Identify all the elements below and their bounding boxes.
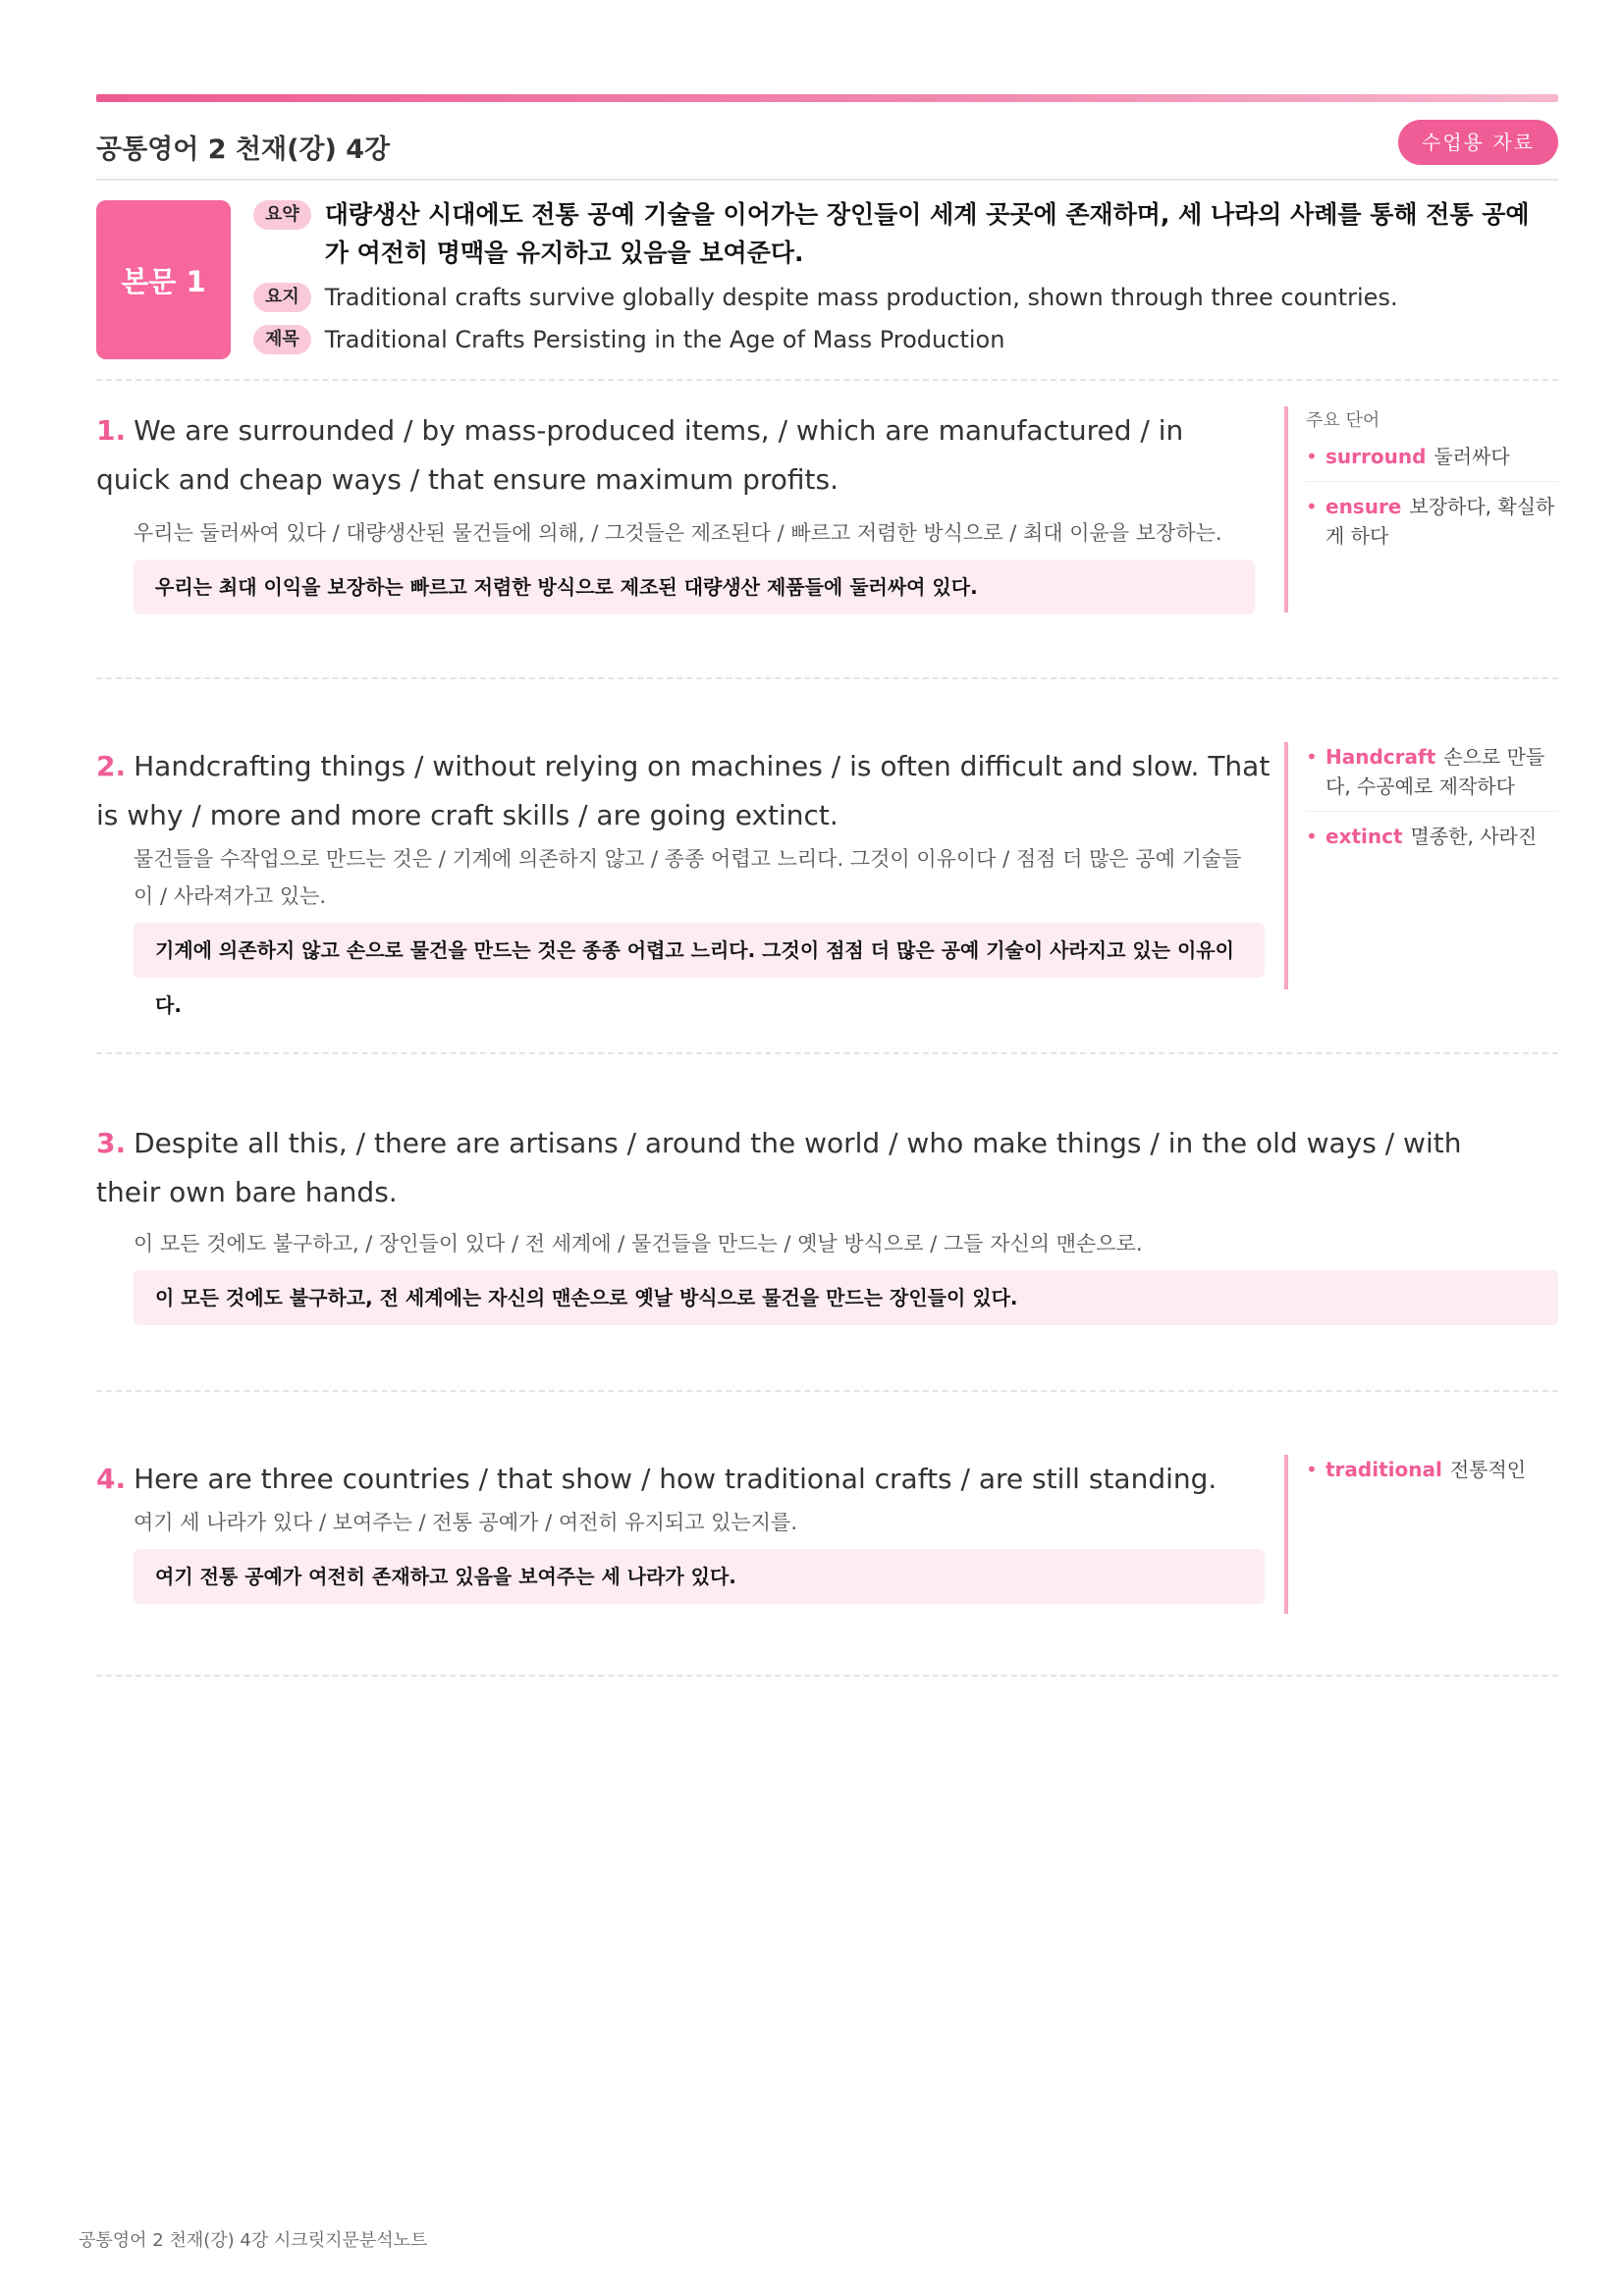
- vocab-meaning: 둘러싸다: [1434, 445, 1510, 468]
- vocab-item: [1306, 492, 1558, 561]
- title-pill: 제목: [253, 325, 311, 354]
- korean-chunk-translation: 우리는 둘러싸여 있다 / 대량생산된 물건들에 의해, / 그것들은 제조된다 / 빠르고 저렴한 방식으로 / 최대 이윤을 보장하는.: [134, 521, 1222, 545]
- title-text: Traditional Crafts Persisting in the Age of Mass Production: [324, 326, 1005, 353]
- vocab-panel-2: [1284, 742, 1558, 989]
- vocab-item: [1306, 1455, 1558, 1494]
- sentence-number: 3.: [96, 1127, 127, 1159]
- section-label: 본문 1: [96, 200, 231, 359]
- english-sentence: [96, 1455, 1274, 1504]
- vocab-meaning: 전통적인: [1449, 1458, 1527, 1481]
- section-divider: [96, 1390, 1558, 1392]
- vocab-panel-1: [1284, 406, 1558, 613]
- vocab-item: [1306, 742, 1558, 812]
- vocab-word: Handcraft: [1325, 745, 1436, 769]
- section-divider: [96, 677, 1558, 679]
- english-text: Handcrafting things / without relying on machines / is often difficult and slow. That is why / more and more craft skills / are going extinct.: [96, 750, 1271, 831]
- page-footer: 공통영어 2 천재(강) 4강 시크릿지문분석노트: [79, 2230, 428, 2251]
- vocab-word: traditional: [1325, 1458, 1442, 1481]
- vocab-word: ensure: [1325, 495, 1402, 518]
- vocab-item: [1306, 442, 1558, 482]
- english-text: Here are three countries / that show / how traditional crafts / are still standing.: [134, 1463, 1217, 1495]
- english-sentence: [96, 742, 1274, 840]
- english-sentence: [96, 1119, 1471, 1217]
- sentence-2: [96, 742, 1274, 1017]
- gist-pill: 요지: [253, 283, 311, 312]
- sentence-number: 4.: [96, 1463, 127, 1495]
- vocab-word: extinct: [1325, 825, 1403, 848]
- top-accent-bar: [96, 94, 1558, 102]
- korean-chunk-translation: 이 모든 것에도 불구하고, / 장인들이 있다 / 전 세계에 / 물건들을 만드는 / 옛날 방식으로 / 그들 자신의 맨손으로.: [134, 1232, 1143, 1255]
- korean-chunk-translation: 물건들을 수작업으로 만드는 것은 / 기계에 의존하지 않고 / 종종 어렵고 느리다. 그것이 이유이다 / 점점 더 많은 공예 기술들이 / 사라져가고 있는.: [134, 847, 1242, 908]
- summary-block: [96, 200, 1558, 359]
- vocab-word: surround: [1325, 445, 1427, 468]
- korean-full-translation: 여기 전통 공예가 여전히 존재하고 있음을 보여주는 세 나라가 있다.: [134, 1549, 1265, 1604]
- sentence-3: [96, 1119, 1558, 1325]
- page-header: [96, 118, 1558, 181]
- section-divider: [96, 379, 1558, 381]
- english-sentence: [96, 406, 1255, 505]
- vocab-meaning: 보장하다, 확실하게 하다: [1325, 495, 1555, 548]
- gist-text: Traditional crafts survive globally despite mass production, shown through three countries.: [324, 284, 1398, 311]
- summary-pill: 요약: [253, 200, 311, 230]
- summary-text: 대량생산 시대에도 전통 공예 기술을 이어가는 장인들이 세계 곳곳에 존재하며, 세 나라의 사례를 통해 전통 공예가 여전히 명맥을 유지하고 있음을 보여준다.: [324, 200, 1530, 267]
- sentence-4: [96, 1455, 1274, 1604]
- vocab-item: [1306, 822, 1558, 861]
- title-row: [253, 325, 1004, 354]
- korean-chunk-translation: 여기 세 나라가 있다 / 보여주는 / 전통 공예가 / 여전히 유지되고 있는지를.: [134, 1511, 798, 1534]
- sentence-number: 1.: [96, 414, 127, 447]
- vocab-title: 주요 단어: [1306, 410, 1380, 431]
- section-divider: [96, 1052, 1558, 1054]
- vocab-meaning: 손으로 만들다, 수공예로 제작하다: [1325, 745, 1545, 798]
- summary-row: [253, 200, 1533, 272]
- sentence-1: [96, 406, 1255, 614]
- english-text: We are surrounded / by mass-produced items, / which are manufactured / in quick and cheap ways / that ensure maximum profits.: [96, 414, 1184, 496]
- vocab-panel-4: [1284, 1455, 1558, 1614]
- korean-full-translation: 우리는 최대 이익을 보장하는 빠르고 저렴한 방식으로 제조된 대량생산 제품들에 둘러싸여 있다.: [134, 560, 1255, 614]
- english-text: Despite all this, / there are artisans / around the world / who make things / in the old ways / with their own bare hands.: [96, 1127, 1462, 1208]
- sentence-number: 2.: [96, 750, 127, 782]
- document-title: 공통영어 2 천재(강) 4강: [96, 134, 391, 165]
- class-material-badge: 수업용 자료: [1398, 120, 1558, 165]
- gist-row: [253, 283, 1398, 312]
- korean-full-translation: 이 모든 것에도 불구하고, 전 세계에는 자신의 맨손으로 옛날 방식으로 물건을 만드는 장인들이 있다.: [134, 1270, 1558, 1325]
- vocab-meaning: 멸종한, 사라진: [1410, 825, 1538, 848]
- section-divider: [96, 1675, 1558, 1677]
- korean-full-translation: 기계에 의존하지 않고 손으로 물건을 만드는 것은 종종 어렵고 느리다. 그것이 점점 더 많은 공예 기술이 사라지고 있는 이유이다.: [134, 923, 1265, 978]
